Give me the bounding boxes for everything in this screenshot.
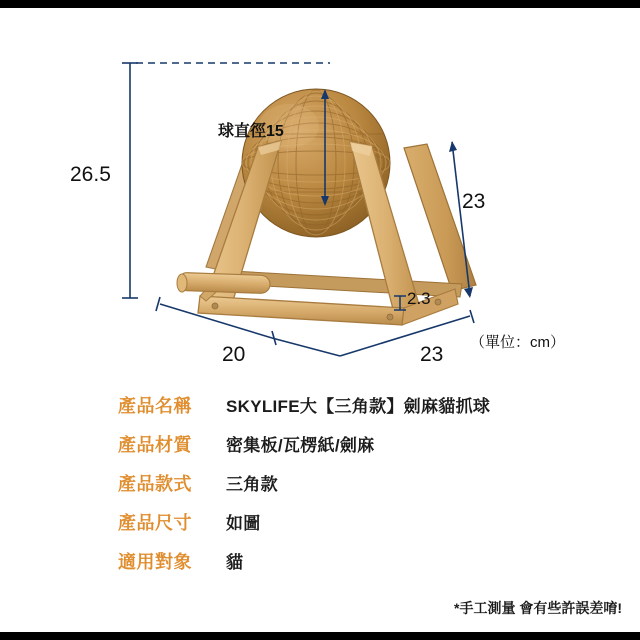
spec-row-target — [0, 548, 640, 574]
spec-key-target: 適用對象 — [118, 552, 192, 572]
frame-axle-dowel — [262, 140, 358, 154]
product-illustration — [0, 8, 640, 383]
frame-rear-right-leg — [404, 144, 476, 291]
spec-row-size — [0, 509, 640, 535]
spec-value-material: 密集板/瓦楞紙/劍麻 — [226, 436, 375, 455]
dimension-unit-note: （單位：cm） — [470, 334, 565, 351]
spec-value-product-name: SKYLIFE大【三角款】劍麻貓抓球 — [226, 397, 491, 416]
dimension-label-height: 26.5 — [70, 163, 111, 186]
top-letterbox-bar — [0, 0, 640, 8]
product-diagram — [0, 8, 640, 383]
spec-key-product-name: 產品名稱 — [118, 396, 192, 416]
spec-value-size: 如圖 — [226, 514, 261, 533]
bottom-letterbox-bar — [0, 632, 640, 640]
spec-row-material — [0, 431, 640, 457]
spec-row-style — [0, 470, 640, 496]
spec-list — [0, 392, 640, 587]
frame-front-bottom-rail — [198, 296, 404, 325]
spec-key-size: 產品尺寸 — [118, 513, 192, 533]
dimension-label-base-width: 20 — [222, 343, 246, 366]
spec-row-product-name — [0, 392, 640, 418]
spec-value-style: 三角款 — [226, 475, 278, 494]
frame-round-dowel — [177, 272, 270, 293]
spec-value-target: 貓 — [226, 553, 244, 572]
measurement-footnote: *手工測量 會有些許誤差唷! — [454, 600, 622, 616]
dimension-label-base-depth: 23 — [420, 343, 444, 366]
spec-key-material: 產品材質 — [118, 435, 192, 455]
dimension-label-side-height: 23 — [462, 190, 486, 213]
dimension-label-ball-diameter: 球直徑15 — [218, 123, 284, 140]
dimension-label-thickness: 2.3 — [407, 289, 431, 308]
spec-key-style: 產品款式 — [118, 474, 192, 494]
dimension-height-265 — [122, 63, 138, 298]
